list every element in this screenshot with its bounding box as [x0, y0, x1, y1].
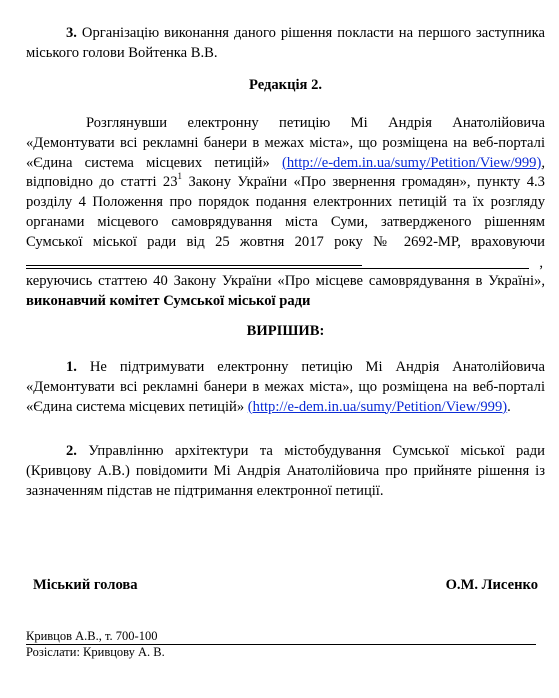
decision-2-paragraph — [26, 442, 545, 501]
signature-role: Міський голова — [33, 577, 138, 593]
signature-name: О.М. Лисенко — [445, 577, 538, 593]
edition-title — [26, 76, 545, 96]
article-superscript: 1 — [177, 171, 183, 182]
decision-2-text: Управлінню архітектури та містобудування Сумської міської ради (Кривцову А.В.) повідомити Мі Андрія Анатолійовича про прийняте рішення із зазначенням підстав не підтримання електронної петиції. — [26, 443, 545, 499]
footer-contact-text: Кривцов А.В., т. 700-100 — [26, 629, 158, 643]
decision-1-end: . — [507, 398, 511, 415]
petition-link-2[interactable]: (http://e-dem.in.ua/sumy/Petition/View/999) — [247, 398, 508, 415]
considering-paragraph — [26, 114, 545, 272]
considering-text-1: Розглянувши електронну петицію Мі Андрія Анатолійовича «Демонтувати всі рекламні банери в межах міста», що розміщена на веб-порталі «Єдина система місцевих петицій» — [26, 115, 545, 171]
decision-2-number: 2. — [66, 443, 77, 459]
edition-title-text: Редакція 2. — [248, 77, 323, 93]
petition-link-1[interactable]: (http://e-dem.in.ua/sumy/Petition/View/999) — [281, 154, 542, 171]
considering-text-2: , відповідно до статті 23 — [26, 154, 545, 191]
blank-line-comma: , — [539, 255, 543, 271]
governing-text: керуючись статтею 40 Закону України «Про місцеве самоврядування в Україні», — [26, 273, 545, 289]
executive-committee: виконавчий комітет Сумської міської ради — [26, 292, 311, 309]
decided-heading — [26, 322, 545, 342]
decision-1-number: 1. — [66, 359, 77, 375]
footer-distribution-text: Розіслати: Кривцову А. В. — [26, 645, 165, 659]
item-3-paragraph — [26, 24, 545, 64]
considering-text-3: Закону України «Про звернення громадян», пункту 4.3 розділу 4 Положення про порядок подання електронних петицій та їх розгляду органами місцевого самоврядування міста Суми, затвердженого рішенням Сумської міської ради від 25 жовтня 2017 року № 2692-МР, враховуючи — [26, 174, 545, 250]
footer-contact — [26, 628, 536, 645]
governing-paragraph — [26, 272, 545, 312]
decided-text: ВИРІШИВ: — [246, 323, 325, 339]
item-3-text: Організацію виконання даного рішення покласти на першого заступника міського голови Войтенка В.В. — [26, 25, 545, 61]
blank-line-2 — [26, 254, 529, 269]
blank-line-row — [26, 254, 545, 274]
item-3-number: 3. — [66, 25, 77, 41]
decision-1-text: Не підтримувати електронну петицію Мі Андрія Анатолійовича «Демонтувати всі рекламні банери в межах міста», що розміщена на веб-порталі «Єдина система місцевих петицій» — [26, 359, 545, 415]
footer-distribution — [26, 644, 536, 660]
decision-1-paragraph — [26, 358, 545, 417]
signature-row — [33, 576, 538, 596]
